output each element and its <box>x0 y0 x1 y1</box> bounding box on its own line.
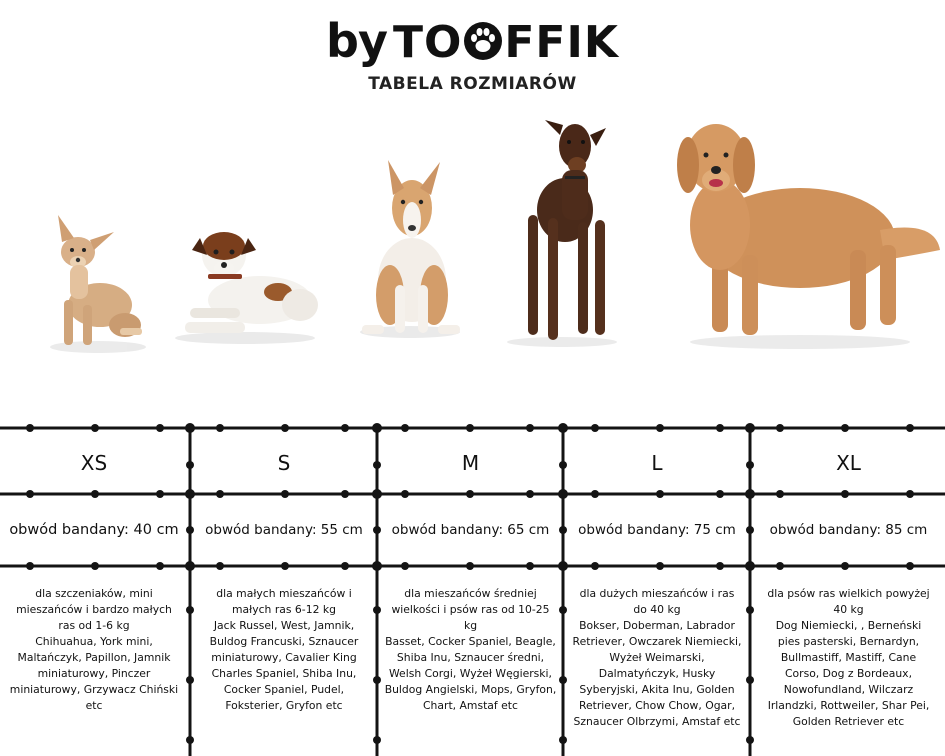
desc-line: Irlandzki, Rottweiler, Shar Pei, <box>767 699 930 712</box>
bandana-m: obwód bandany: 65 cm <box>391 522 550 538</box>
brand-text-a: TO <box>392 17 463 68</box>
desc-line: dla małych mieszańców i <box>216 587 352 600</box>
desc-line: Buldog Angielski, Mops, Gryfon, <box>384 683 557 696</box>
bull-terrier-icon <box>362 160 460 334</box>
size-label-xs: XS <box>80 451 108 475</box>
bandana-s: obwód bandany: 55 cm <box>205 522 363 538</box>
size-label-s: S <box>277 451 291 475</box>
desc-line: Chihuahua, York mini, <box>35 635 153 648</box>
desc-line: Sznaucer Olbrzymi, Amstaf etc <box>573 715 741 728</box>
desc-line: Syberyjski, Akita Inu, Golden <box>579 683 735 696</box>
size-label-xl: XL <box>836 451 861 475</box>
desc-line: Maltańczyk, Papillon, Jamnik <box>17 651 171 664</box>
desc-line: Buldog Francuski, Sznaucer <box>209 635 359 648</box>
bandana-xl: obwód bandany: 85 cm <box>769 522 928 538</box>
desc-line: etc <box>85 699 103 712</box>
desc-line: Cocker Spaniel, Pudel, <box>223 683 345 696</box>
desc-line: dla dużych mieszańców i ras <box>579 587 735 600</box>
desc-line: Jack Russel, West, Jamnik, <box>213 619 355 632</box>
desc-line: 40 kg <box>833 603 864 616</box>
desc-line: Dalmatyńczyk, Husky <box>598 667 716 680</box>
desc-line: dla szczeniaków, mini <box>35 587 153 600</box>
dogs-illustration <box>0 110 945 365</box>
desc-line: dla mieszańców średniej <box>404 587 537 600</box>
desc-line: wielkości i psów ras od 10-25 <box>391 603 550 616</box>
bandana-l: obwód bandany: 75 cm <box>578 522 736 538</box>
desc-line: dla psów ras wielkich powyżej <box>767 587 930 600</box>
bandana-xs: obwód bandany: 40 cm <box>9 522 179 538</box>
golden-retriever-icon <box>677 124 940 335</box>
desc-line: Basset, Cocker Spaniel, Beagle, <box>385 635 556 648</box>
page-title: TABELA ROZMIARÓW <box>368 74 577 94</box>
brand-prefix: by <box>326 14 387 68</box>
description-m <box>379 586 562 714</box>
chihuahua-icon <box>58 215 142 345</box>
brand-wordmark <box>326 14 619 68</box>
description-s <box>192 586 376 714</box>
brand-logo <box>0 14 945 68</box>
desc-line: miniaturowy, Cavalier King <box>211 651 357 664</box>
desc-line: Welsh Corgi, Wyżeł Węgierski, <box>389 667 552 680</box>
desc-line: kg <box>463 619 478 632</box>
desc-line: Chart, Amstaf etc <box>423 699 518 712</box>
desc-line: Charles Spaniel, Shiba Inu, <box>211 667 357 680</box>
desc-line: Nowofundland, Wilczarz <box>783 683 914 696</box>
description-xs <box>0 586 188 714</box>
doberman-icon <box>528 120 606 340</box>
desc-line: Corso, Dog z Bordeaux, <box>784 667 913 680</box>
desc-line: miniaturowy, Grzywacz Chiński <box>9 683 179 696</box>
desc-line: małych ras 6-12 kg <box>232 603 336 616</box>
desc-line: Bokser, Doberman, Labrador <box>579 619 735 632</box>
desc-line: pies pasterski, Bernardyn, <box>777 635 920 648</box>
desc-line: Retriever, Owczarek Niemiecki, <box>572 635 742 648</box>
size-label-m: M <box>461 451 480 475</box>
desc-line: Foksterier, Gryfon etc <box>225 699 343 712</box>
desc-line: do 40 kg <box>633 603 681 616</box>
desc-line: Wyżeł Weimarski, <box>609 651 705 664</box>
desc-line: Bullmastiff, Mastiff, Cane <box>780 651 917 664</box>
paw-icon <box>463 21 503 61</box>
desc-line: Dog Niemiecki, , Berneński <box>775 619 922 632</box>
description-l <box>565 586 749 730</box>
desc-line: Golden Retriever etc <box>792 715 905 728</box>
desc-line: mieszańców i bardzo małych <box>16 603 172 616</box>
desc-line: ras od 1-6 kg <box>58 619 130 632</box>
brand-text-b: FFIK <box>504 17 619 68</box>
desc-line: Retriever, Chow Chow, Ogar, <box>578 699 736 712</box>
desc-line: miniaturowy, Pinczer <box>37 667 151 680</box>
size-label-l: L <box>651 451 663 475</box>
desc-line: Shiba Inu, Sznaucer średni, <box>396 651 545 664</box>
description-xl <box>752 586 945 730</box>
jack-russell-icon <box>185 232 318 333</box>
